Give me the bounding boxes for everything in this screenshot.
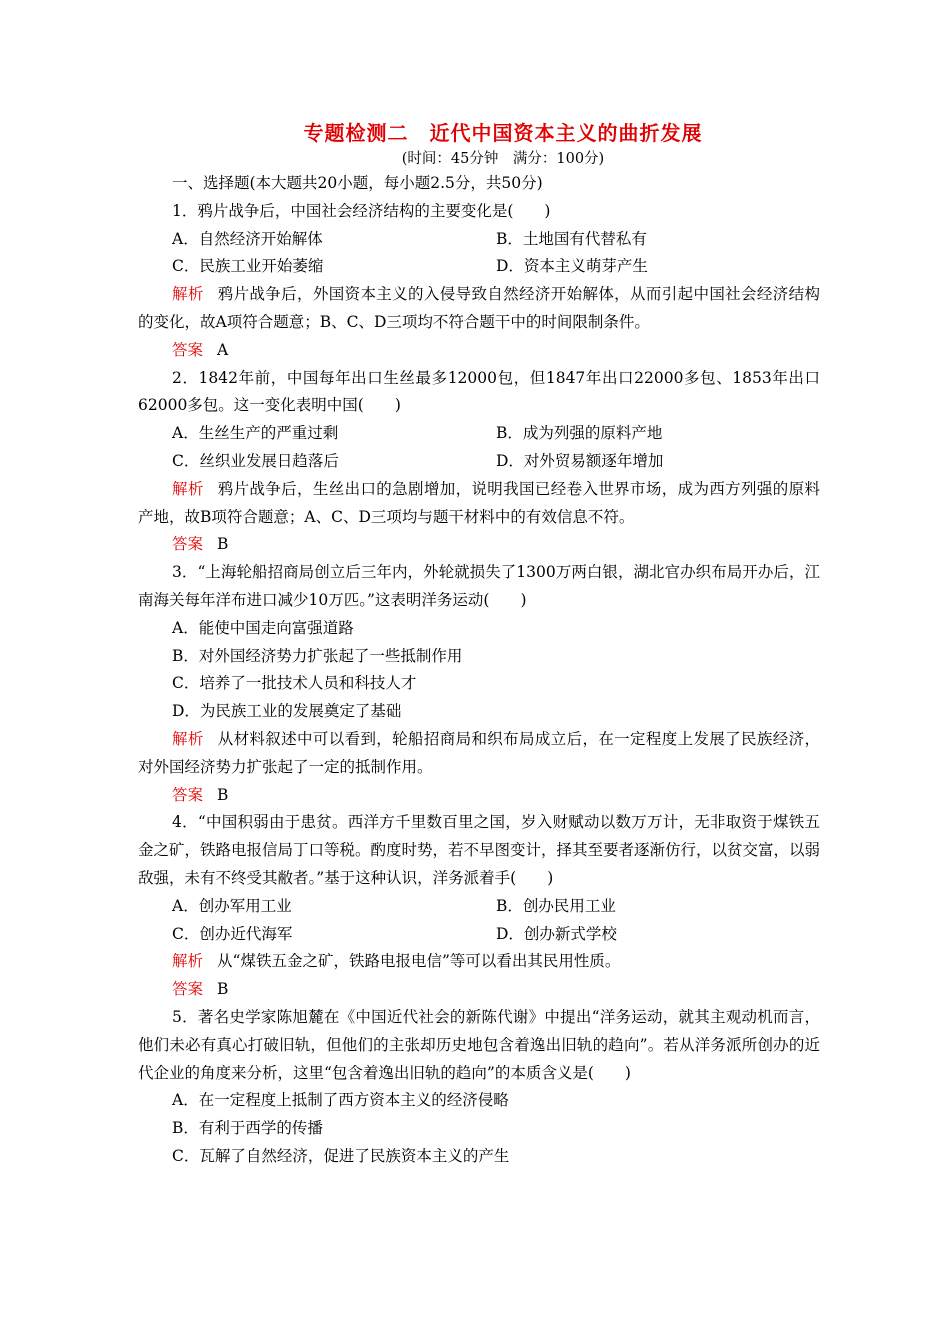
question-block [138,1004,820,1171]
question-stem: 3．“上海轮船招商局创立后三年内，外轮就损失了1300万两白银，湖北官办织布局开办后，江南海关每年洋布进口减少10万匹。”这表明洋务运动( ) [138,563,820,609]
question-block [138,559,820,809]
option-c: C．民族工业开始萎缩 [172,257,324,276]
analysis-label: 解析 [172,729,204,748]
options-row [138,226,820,254]
analysis-text: 鸦片战争后，外国资本主义的入侵导致自然经济开始解体，从而引起中国社会经济结构的变化，故A项符合题意；B、C、D三项均不符合题干中的时间限制条件。 [138,285,820,331]
section-heading: 一、选择题(本大题共20小题，每小题2.5分，共50分) [172,174,543,192]
document-title: 专题检测二 近代中国资本主义的曲折发展 [303,121,703,145]
document-page [138,118,820,1171]
option-d: D．创办新式学校 [496,924,617,943]
option-b: B．对外国经济势力扩张起了一些抵制作用 [172,646,463,665]
option-a: A．自然经济开始解体 [172,229,323,248]
analysis-text: 从“煤铁五金之矿，铁路电报电信”等可以看出其民用性质。 [217,952,621,971]
options-row [138,420,820,448]
analysis-label: 解析 [172,479,204,498]
options-row [138,448,820,476]
option-c: C．丝织业发展日趋落后 [172,451,339,470]
option-a: A．生丝生产的严重过剩 [172,424,339,443]
options-row [138,253,820,281]
analysis-paragraph [138,476,820,532]
option-d: D．为民族工业的发展奠定了基础 [172,702,402,721]
option-b: B．有利于西学的传播 [172,1119,323,1138]
options-row [138,921,820,949]
option-c: C．创办近代海军 [172,924,293,943]
answer-label: 答案 [172,980,204,999]
analysis-paragraph [138,281,820,337]
question-stem: 5．著名史学家陈旭麓在《中国近代社会的新陈代谢》中提出“洋务运动，就其主观动机而言，他们未必有真心打破旧轨，但他们的主张却历史地包含着逸出旧轨的趋向”。若从洋务派所创办的近代企业的角度来分析，这里“包含着逸出旧轨的趋向”的本质含义是( ) [138,1007,820,1082]
option-b: B．土地国有代替私有 [496,229,647,248]
answer-value: A [217,340,229,359]
option-c: C．培养了一批技术人员和科技人才 [172,674,417,693]
question-block [138,365,820,560]
analysis-paragraph [138,948,820,976]
answer-line [138,531,820,559]
option-a: A．能使中国走向富强道路 [172,618,354,637]
option-c: C．瓦解了自然经济，促进了民族资本主义的产生 [172,1146,510,1165]
question-stem: 2．1842年前，中国每年出口生丝最多12000包，但1847年出口22000多包、1853年出口62000多包。这一变化表明中国( ) [138,368,820,415]
answer-line [138,976,820,1004]
answer-label: 答案 [172,340,204,359]
question-block [138,809,820,1004]
question-block [138,198,820,365]
analysis-text: 鸦片战争后，生丝出口的急剧增加，说明我国已经卷入世界市场，成为西方列强的原料产地，故B项符合题意；A、C、D三项均与题干材料中的有效信息不符。 [138,479,820,526]
exam-meta: (时间：45分钟 满分：100分) [401,151,605,167]
option-b: B．成为列强的原料产地 [496,424,663,443]
answer-label: 答案 [172,535,204,554]
option-d: D．对外贸易额逐年增加 [496,451,664,470]
answer-value: B [217,785,229,804]
answer-line [138,337,820,365]
option-a: A．创办军用工业 [172,896,292,915]
options-row [138,893,820,921]
option-b: B．创办民用工业 [496,896,616,915]
analysis-label: 解析 [172,285,204,304]
answer-label: 答案 [172,785,204,804]
answer-line [138,782,820,810]
analysis-label: 解析 [172,952,204,971]
question-stem: 1．鸦片战争后，中国社会经济结构的主要变化是( ) [172,201,551,220]
question-stem: 4．“中国积弱由于患贫。西洋方千里数百里之国，岁入财赋动以数万万计，无非取资于煤铁五金之矿，铁路电报信局丁口等税。酌度时势，若不早图变计，择其至要者逐渐仿行，以贫交富，以弱敌强，未有不终受其敝者。”基于这种认识，洋务派着手( ) [138,813,821,887]
option-d: D．资本主义萌芽产生 [496,257,648,276]
option-a: A．在一定程度上抵制了西方资本主义的经济侵略 [172,1091,509,1110]
analysis-paragraph [138,726,820,782]
analysis-text: 从材料叙述中可以看到，轮船招商局和织布局成立后，在一定程度上发展了民族经济，对外国经济势力扩张起了一定的抵制作用。 [138,729,820,776]
answer-value: B [217,980,229,999]
answer-value: B [217,535,229,554]
